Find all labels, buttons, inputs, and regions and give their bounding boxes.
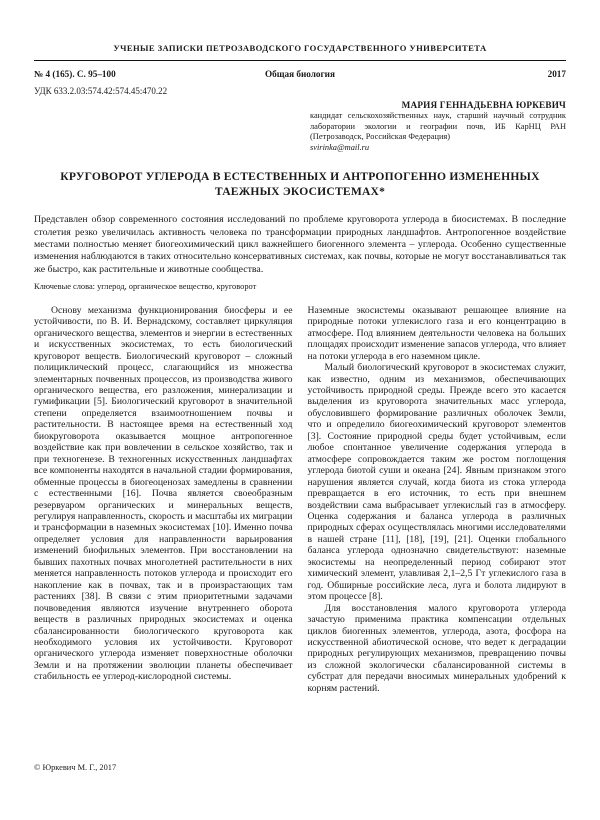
body-paragraph: Наземные экосистемы оказывают решающее влияние на природные потоки углекислого газа и его концентрацию в атмосфере. Под влиянием деятельности человека на больших площадях происходит изменение запасов углерода, что влияет на потоки углерода в его наземном цикле. <box>307 304 566 362</box>
issue-meta-row <box>34 69 566 79</box>
issue-year: 2017 <box>547 69 566 79</box>
issue-and-pages: № 4 (165). С. 95–100 <box>34 69 116 79</box>
body-paragraph: Малый биологический круговорот в экосистемах служит, как известно, одним из механизмов, обеспечивающих устойчивость природной среды. Прежде всего это касается выделения из круговорота значительных масс углерода, обусловившего формирование различных оболочек Земли, что и определило биогеохимический круговорот элементов [3]. Состояние природной среды будет устойчивым, если любое спонтанное увеличение содержания углерода в атмосфере сопровождается таким же ростом поглощения углерода биотой суши и океана [24]. Явным признаком этого нарушения является случай, когда биота из стока углерода превращается в его источник, то есть при внешнем воздействии сама выбрасывает углекислый газ в атмосферу. Оценка содержания и баланса углерода в различных природных сферах осуществлялась многими исследователями в нашей стране [11], [18], [19], [21]. Оценки глобального баланса углерода однозначно свидетельствуют: наземные экосистемы на неопределенный период собирают этот химический элемент, улавливая 2,1–2,5 Гт углекислого газа в год. Обширные российские леса, луга и болота лидируют в этом процессе [8]. <box>307 362 566 603</box>
keywords-line: Ключевые слова: углерод, органическое вещество, круговорот <box>34 281 257 291</box>
body-paragraph: Для восстановления малого круговорота углерода зачастую применима практика компенсации отдельных циклов биогенных элементов, углерода, азота, фосфора на искусственной абиотической основе, что ведет к деградации природных регулирующих механизмов, превращению почвы из сложной экологически сбалансированной системы в субстрат для передачи вносимых минеральных удобрений к корням растений. <box>307 602 566 694</box>
udc-code: УДК 633.2.03:574.42:574.45:470.22 <box>34 86 168 96</box>
author-block <box>310 100 566 153</box>
left-column <box>34 305 293 757</box>
copyright-line: © Юркевич М. Г., 2017 <box>34 762 117 772</box>
body-columns <box>34 305 566 757</box>
author-affiliation: кандидат сельскохозяйственных наук, старший научный сотрудник лаборатории экологии и географии почв, ИБ КарНЦ РАН (Петрозаводск, Российская Федерация) <box>310 111 566 142</box>
header-divider <box>34 60 566 61</box>
author-email: svirinka@mail.ru <box>310 142 370 152</box>
journal-section: Общая биология <box>265 69 335 79</box>
right-column <box>308 305 567 757</box>
article-title: КРУГОВОРОТ УГЛЕРОДА В ЕСТЕСТВЕННЫХ И АНТРОПОГЕННО ИЗМЕНЕННЫХ ТАЕЖНЫХ ЭКОСИСТЕМАХ* <box>60 170 540 198</box>
author-name: МАРИЯ ГЕННАДЬЕВНА ЮРКЕВИЧ <box>401 100 566 110</box>
abstract-text: Представлен обзор современного состояния исследований по проблеме круговорота углерода в биосистемах. В последние столетия резко увеличилась активность человека по трансформации природных ландшафтов. Антропогенное воздействие местами полностью меняет биогеохимический цикл важнейшего биогенного элемента – углерода. Особенно существенные изменения наблюдаются в таких относительно консервативных системах, как почвы, которые не могут восстанавливаться так же быстро, как растительные и животные сообщества. <box>34 214 566 275</box>
journal-title: УЧЕНЫЕ ЗАПИСКИ ПЕТРОЗАВОДСКОГО ГОСУДАРСТВЕННОГО УНИВЕРСИТЕТА <box>113 43 487 53</box>
body-paragraph: Основу механизма функционирования биосферы и ее устойчивости, по В. И. Вернадскому, составляет циркуляция органического вещества, элементов и энергии в естественных и искусственных экосистемах, то есть биологический круговорот веществ. Биологический круговорот – сложный полициклический процесс, слагающийся из множества элементарных почвенных процессов, из производства живого органического вещества, его разложения, минерализации и гумификации [5]. Биологический круговорот в значительной степени определяется взаимоотношением почвы и растительности. В настоящее время на естественный ход биокруговорота оказывается мощное антропогенное воздействие как при вовлечении в сельское хозяйство, так и при техногенезе. В техногенных искусственных ландшафтах все компоненты находятся в начальной стадии формирования, обменные процессы в биогеоценозах замедлены в сравнении с естественными [16]. Почва является своеобразным резервуаром органических и минеральных веществ, регулируя направленность, скорость и масштабы их миграции и трансформации в наземных экосистемах [10]. Именно почва определяет условия для направленности варьирования изменений биофильных элементов. При восстановлении на бывших пахотных почвах многолетней растительности в них меняется направленность потоков углерода и происходит его накопление как в почвах, так и в произрастающих там растениях [38]. В связи с этим приоритетными задачами почвоведения являются изучение внутреннего оборота веществ в различных природных экосистемах и оценка сбалансированности биологического круговорота как необходимого условия их устойчивости. Круговорот органического углерода изменяет поверхностные оболочки Земли и на протяжении эволюции планеты обеспечивает стабильность ее углерод-кислородной системы. <box>34 304 293 683</box>
